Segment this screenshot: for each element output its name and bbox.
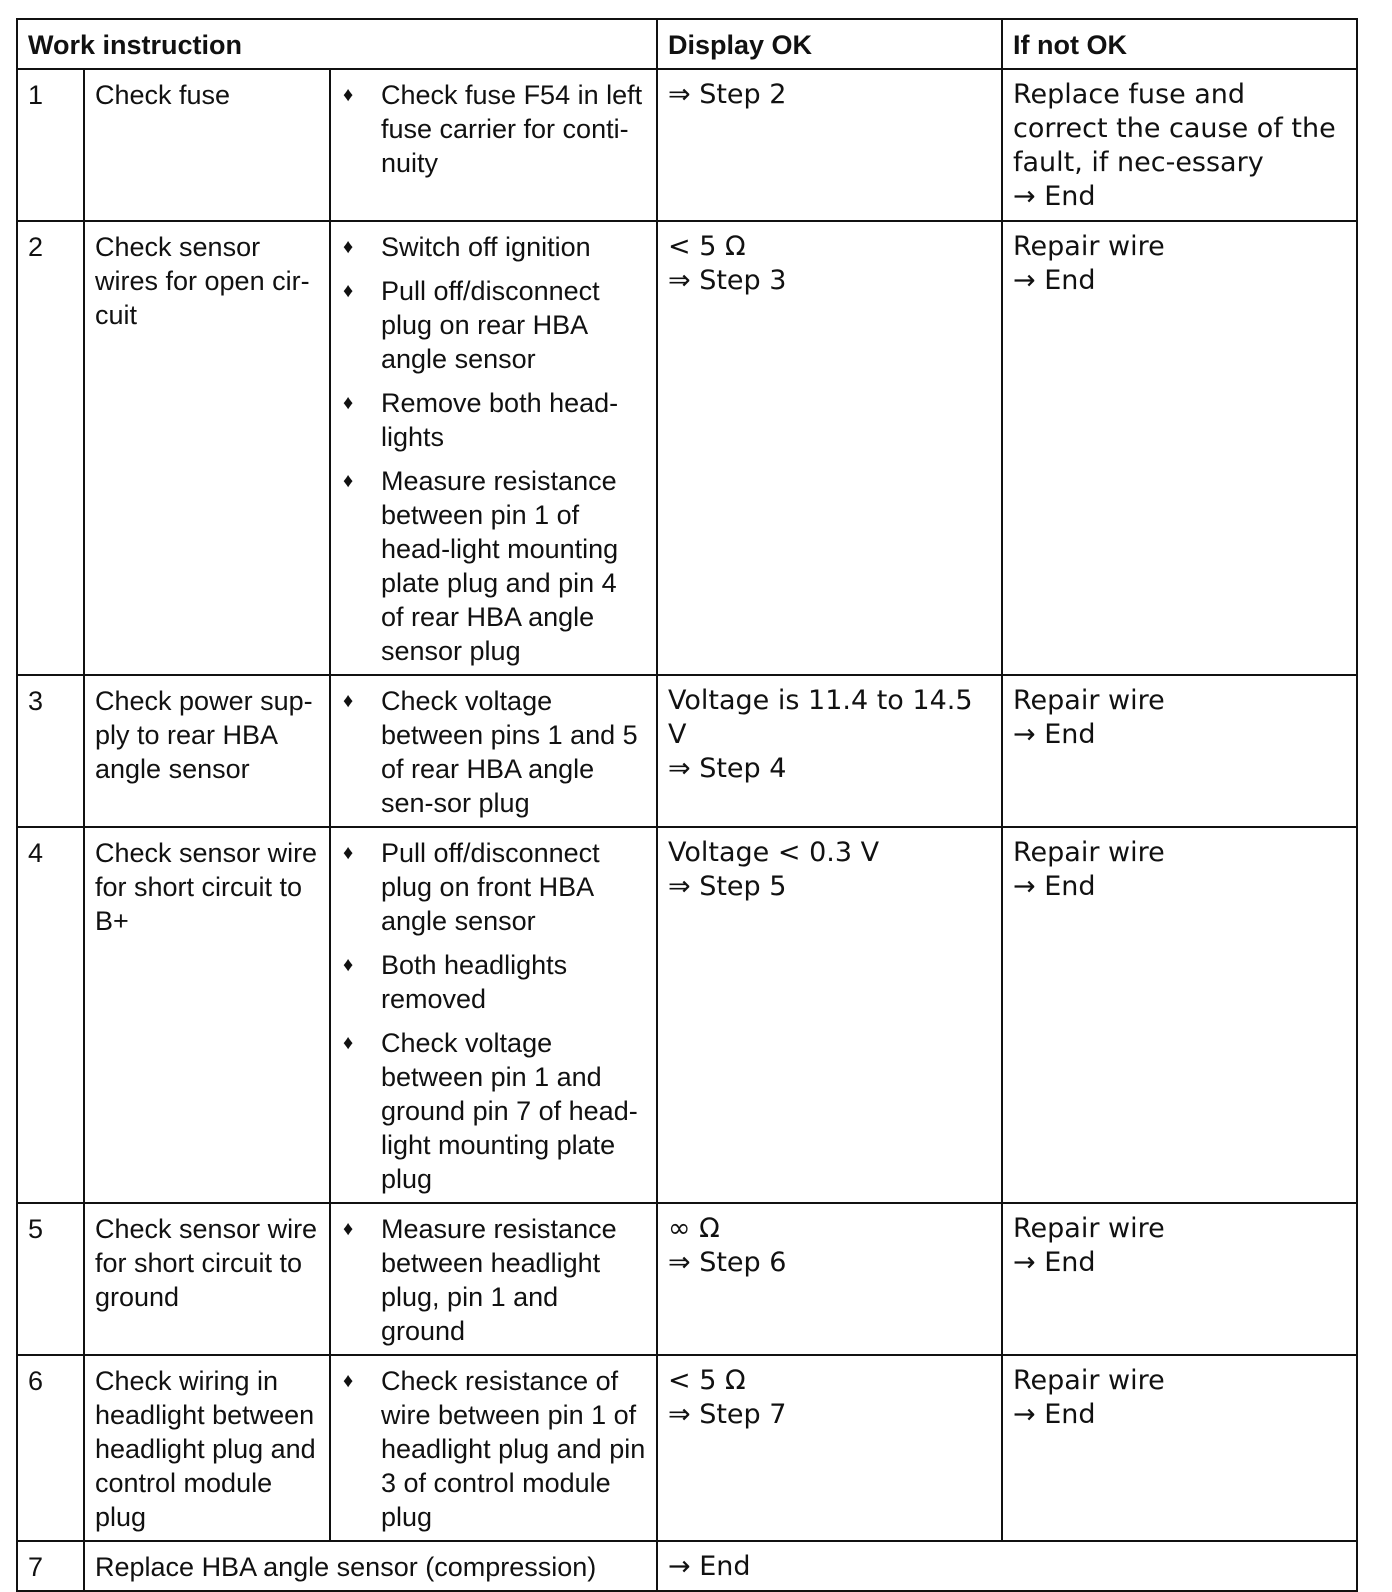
step-if-not-ok [1002, 675, 1357, 827]
action-text: Measure resistance between headlight plug, pin 1 and ground [381, 1214, 617, 1346]
diamond-bullet-icon: ♦ [343, 280, 354, 302]
table-row-final [17, 1541, 1357, 1591]
step-task: Check sensor wire for short circuit to ground [84, 1203, 330, 1355]
diamond-bullet-icon: ♦ [343, 392, 354, 414]
step-actions [330, 675, 657, 827]
step-actions [330, 69, 657, 221]
step-number: 7 [17, 1541, 84, 1591]
step-if-not-ok [1002, 827, 1357, 1203]
header-if-not-ok: If not OK [1002, 19, 1357, 69]
display-ok-line: ⇒ Step 2 [668, 79, 787, 110]
action-item [341, 684, 646, 820]
if-not-ok-line: Repair wire [1013, 685, 1165, 716]
table-row [17, 221, 1357, 675]
if-not-ok-line: → End [1013, 719, 1096, 750]
display-ok-line: < 5 Ω [668, 1365, 746, 1396]
action-text: Measure resistance between pin 1 of head-light mounting plate plug and pin 4 of rear HBA angle sensor plug [381, 466, 619, 666]
action-list [341, 78, 646, 180]
display-ok-line: Voltage is 11.4 to 14.5 V [668, 685, 973, 750]
display-ok-line: ⇒ Step 6 [668, 1247, 787, 1278]
action-text: Check voltage between pin 1 and ground pin 7 of head-light mounting plate plug [381, 1028, 638, 1194]
action-text: Pull off/disconnect plug on front HBA angle sensor [381, 838, 600, 936]
action-item [341, 274, 646, 376]
if-not-ok-line: Repair wire [1013, 837, 1165, 868]
step-task: Replace HBA angle sensor (compression) [84, 1541, 657, 1591]
action-item [341, 464, 646, 668]
action-item [341, 230, 646, 264]
step-display-ok [657, 827, 1002, 1203]
action-list [341, 836, 646, 1196]
header-display-ok: Display OK [657, 19, 1002, 69]
display-ok-line: < 5 Ω [668, 231, 746, 262]
diamond-bullet-icon: ♦ [343, 1370, 354, 1392]
if-not-ok-line: → End [1013, 181, 1096, 212]
diamond-bullet-icon: ♦ [343, 1218, 354, 1240]
if-not-ok-line: Repair wire [1013, 1213, 1165, 1244]
step-if-not-ok [1002, 1355, 1357, 1541]
step-display-ok [657, 221, 1002, 675]
step-display-ok [657, 1203, 1002, 1355]
action-item [341, 1212, 646, 1348]
header-work-instruction: Work instruction [17, 19, 657, 69]
display-ok-line: ∞ Ω [668, 1213, 720, 1244]
step-task: Check sensor wire for short circuit to B+ [84, 827, 330, 1203]
step-number: 1 [17, 69, 84, 221]
step-task: Check fuse [84, 69, 330, 221]
display-ok-line: ⇒ Step 7 [668, 1399, 787, 1430]
action-item [341, 1364, 646, 1534]
action-item [341, 836, 646, 938]
diamond-bullet-icon: ♦ [343, 690, 354, 712]
action-text: Check resistance of wire between pin 1 of headlight plug and pin 3 of control module plug [381, 1366, 646, 1532]
diamond-bullet-icon: ♦ [343, 842, 354, 864]
step-actions [330, 827, 657, 1203]
action-list [341, 1364, 646, 1534]
step-if-not-ok [1002, 69, 1357, 221]
action-item [341, 1026, 646, 1196]
diamond-bullet-icon: ♦ [343, 470, 354, 492]
step-if-not-ok [1002, 1203, 1357, 1355]
step-display-ok [657, 1355, 1002, 1541]
step-number: 3 [17, 675, 84, 827]
action-text: Remove both head-lights [381, 388, 619, 452]
display-ok-line: ⇒ Step 3 [668, 265, 787, 296]
table-body [17, 69, 1357, 1591]
action-text: Check fuse F54 in left fuse carrier for conti-nuity [381, 80, 643, 178]
step-display-ok: → End [657, 1541, 1357, 1591]
action-list [341, 684, 646, 820]
if-not-ok-line: Repair wire [1013, 231, 1165, 262]
action-text: Pull off/disconnect plug on rear HBA angle sensor [381, 276, 600, 374]
if-not-ok-line: → End [1013, 1399, 1096, 1430]
step-number: 2 [17, 221, 84, 675]
if-not-ok-line: → End [1013, 1247, 1096, 1278]
step-number: 6 [17, 1355, 84, 1541]
action-list [341, 230, 646, 668]
action-text: Switch off ignition [381, 232, 591, 262]
step-number: 4 [17, 827, 84, 1203]
diamond-bullet-icon: ♦ [343, 84, 354, 106]
action-text: Both headlights removed [381, 950, 568, 1014]
display-ok-line: ⇒ Step 5 [668, 871, 787, 902]
table-row [17, 1203, 1357, 1355]
step-task: Check wiring in headlight between headlight plug and control module plug [84, 1355, 330, 1541]
display-ok-line: Voltage < 0.3 V [668, 837, 880, 868]
diamond-bullet-icon: ♦ [343, 954, 354, 976]
step-if-not-ok [1002, 221, 1357, 675]
step-task: Check sensor wires for open cir-cuit [84, 221, 330, 675]
action-item [341, 948, 646, 1016]
table-row [17, 69, 1357, 221]
display-ok-line: ⇒ Step 4 [668, 753, 787, 784]
table-header-row [17, 19, 1357, 69]
table-row [17, 827, 1357, 1203]
if-not-ok-line: → End [1013, 871, 1096, 902]
action-list [341, 1212, 646, 1348]
work-instruction-table [16, 18, 1358, 1592]
work-instruction-sheet [16, 18, 1358, 1592]
step-actions [330, 1203, 657, 1355]
step-task: Check power sup-ply to rear HBA angle sensor [84, 675, 330, 827]
table-row [17, 1355, 1357, 1541]
if-not-ok-line: → End [1013, 265, 1096, 296]
diamond-bullet-icon: ♦ [343, 236, 354, 258]
diamond-bullet-icon: ♦ [343, 1032, 354, 1054]
if-not-ok-line: Repair wire [1013, 1365, 1165, 1396]
if-not-ok-line: Replace fuse and correct the cause of the fault, if nec-essary [1013, 79, 1336, 178]
step-display-ok [657, 675, 1002, 827]
action-item [341, 386, 646, 454]
step-actions [330, 221, 657, 675]
action-item [341, 78, 646, 180]
table-row [17, 675, 1357, 827]
action-text: Check voltage between pins 1 and 5 of rear HBA angle sen-sor plug [381, 686, 638, 818]
step-actions [330, 1355, 657, 1541]
step-number: 5 [17, 1203, 84, 1355]
step-display-ok [657, 69, 1002, 221]
